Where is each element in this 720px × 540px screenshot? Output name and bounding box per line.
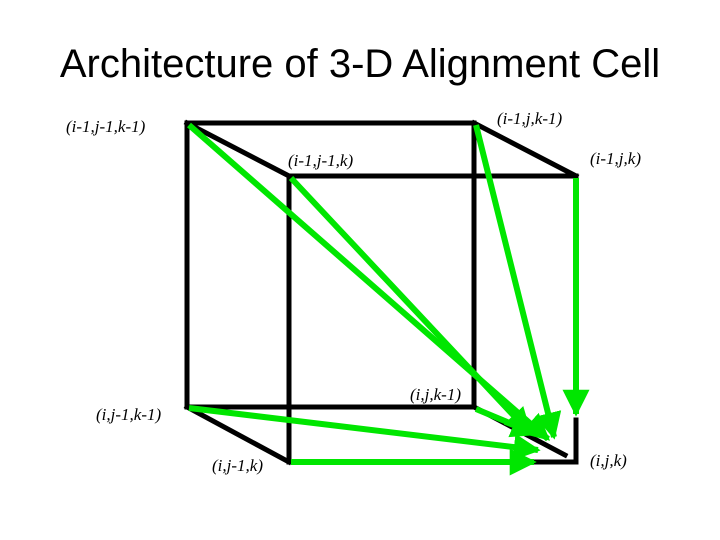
label-front-bottom-left: (i,j-1,k) [212,456,263,475]
label-front-top-left: (i-1,j-1,k) [288,151,354,170]
label-back-bottom-left: (i,j-1,k-1) [96,405,162,424]
label-back-top-left: (i-1,j-1,k-1) [66,117,146,136]
label-front-bottom-right: (i,j,k) [590,451,627,470]
label-back-bottom-right: (i,j,k-1) [410,385,461,404]
label-front-top-right: (i-1,j,k) [590,149,641,168]
label-back-top-right: (i-1,j,k-1) [497,109,563,128]
slide-title: Architecture of 3-D Alignment Cell [59,42,661,86]
